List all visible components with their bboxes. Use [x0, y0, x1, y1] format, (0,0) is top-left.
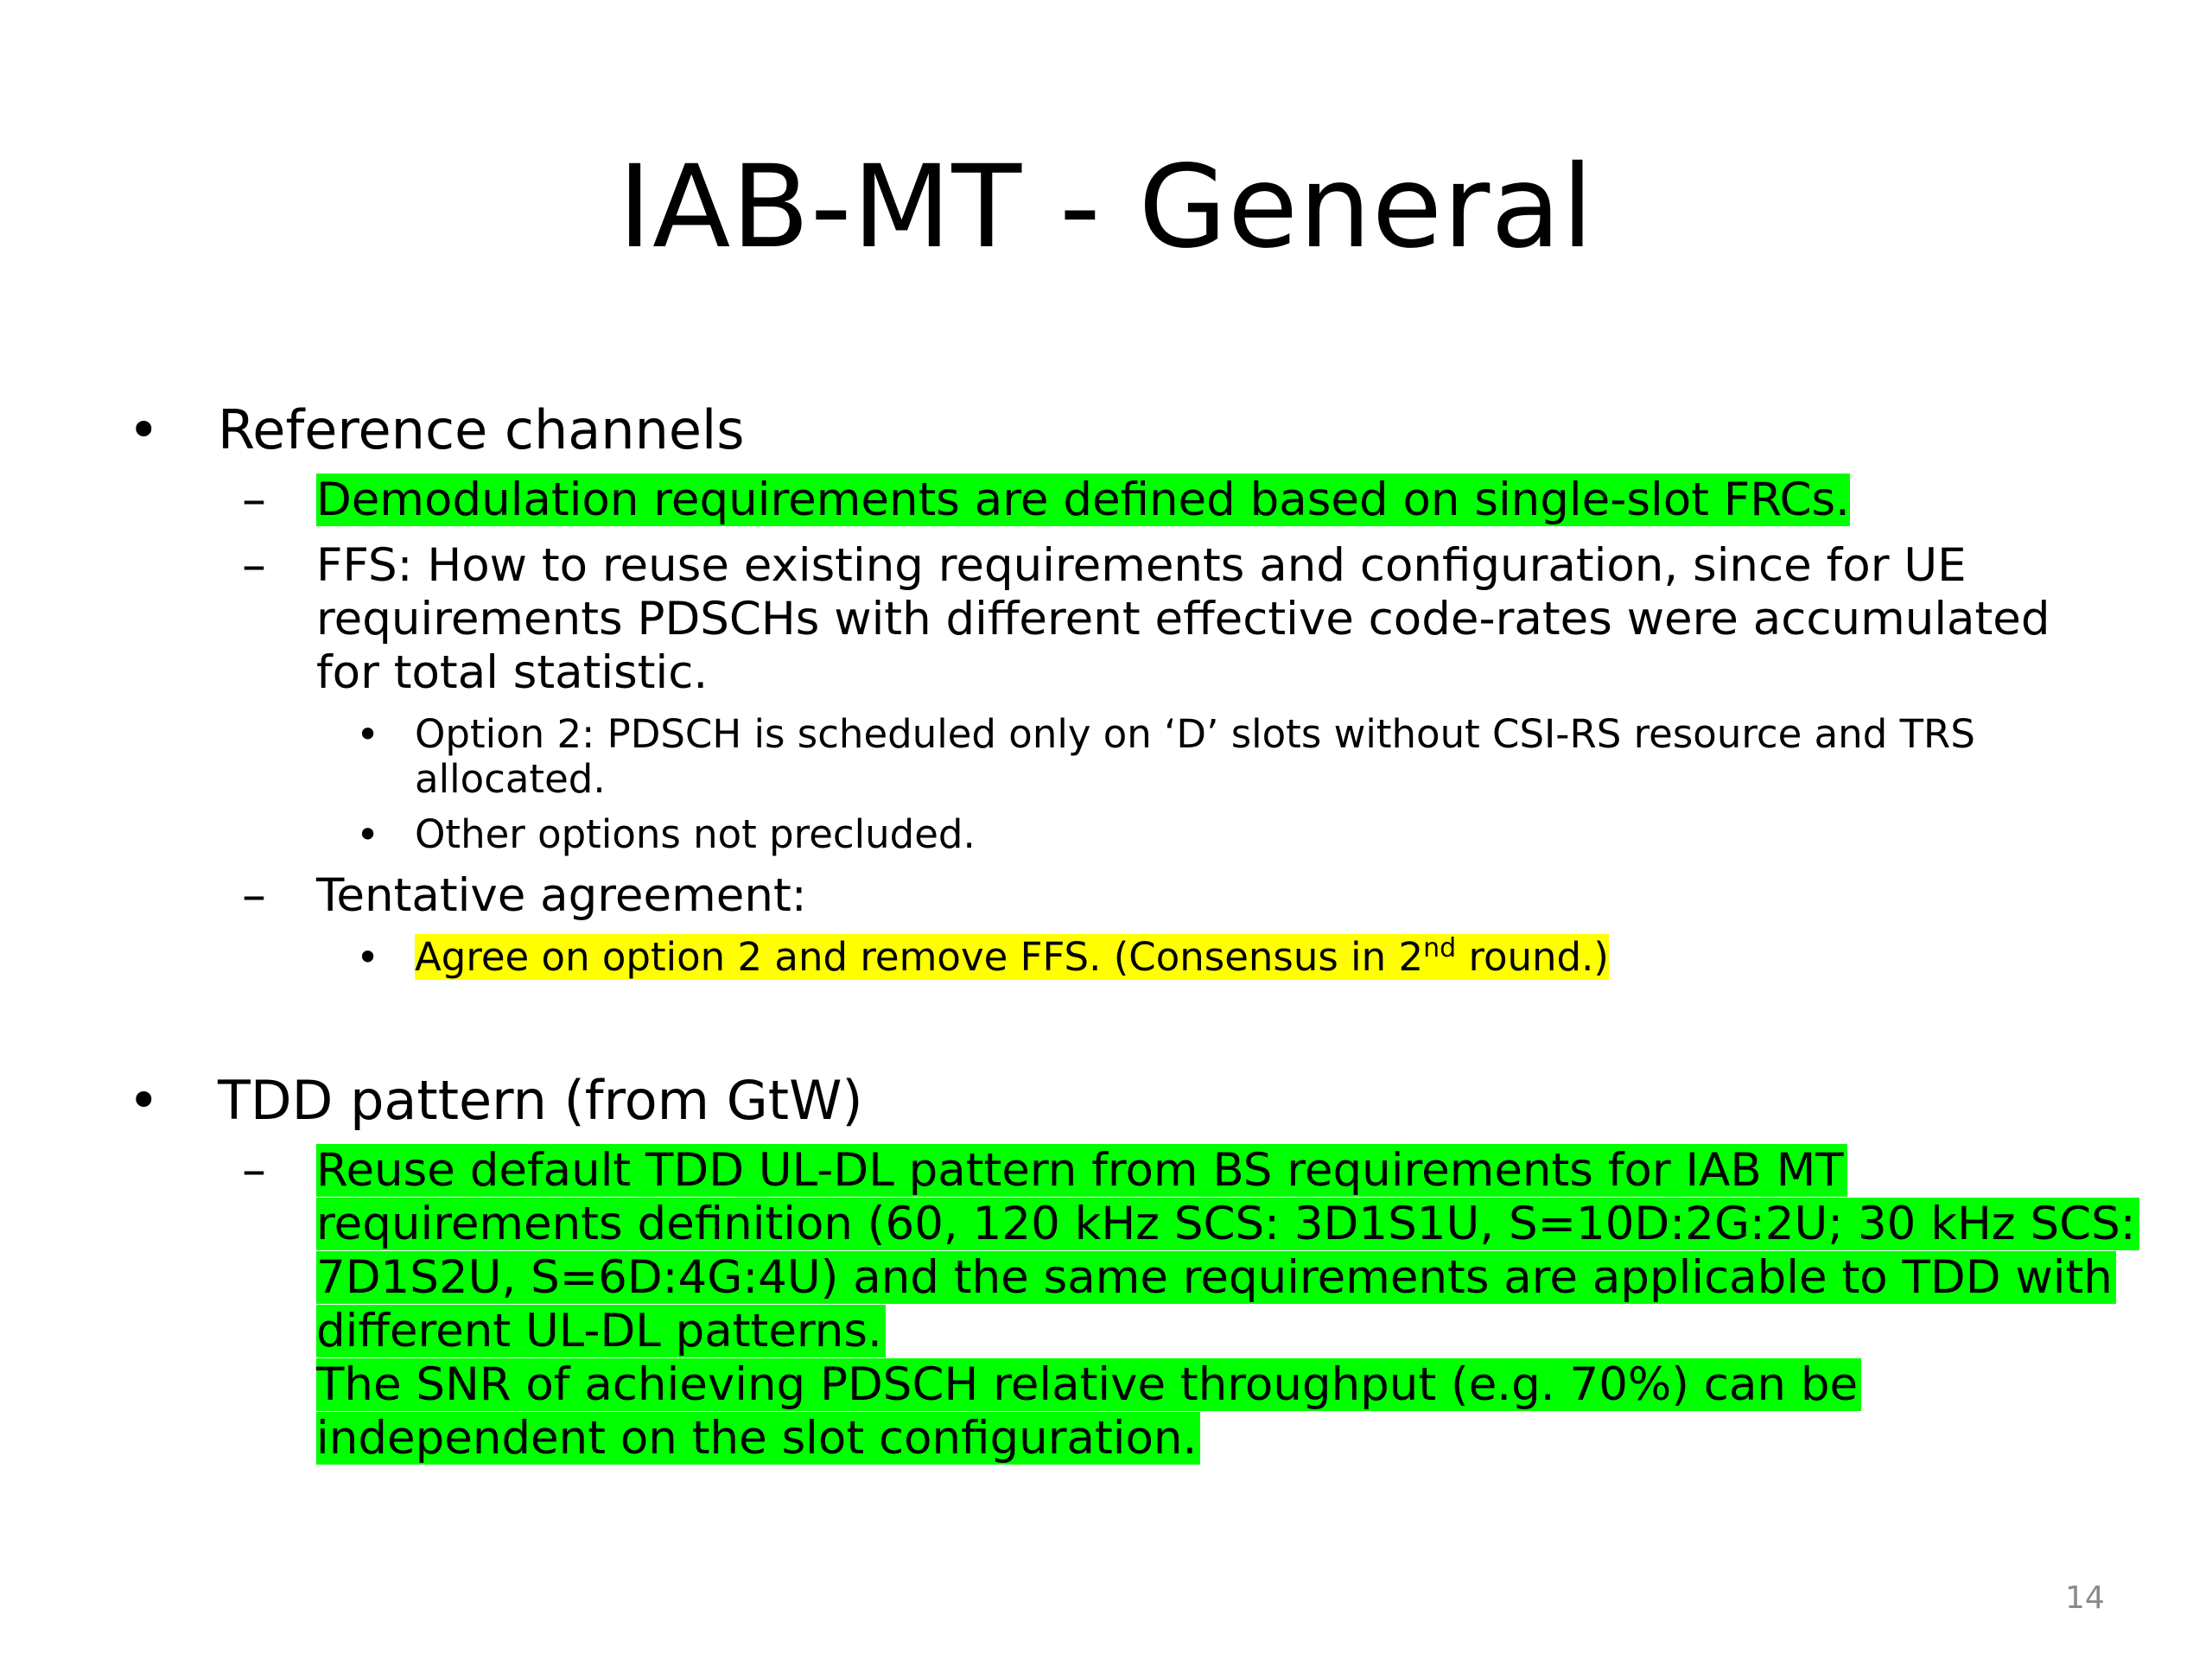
bullet-icon: • [128, 398, 160, 461]
highlighted-agreement: Agree on option 2 and remove FFS. (Consensus in 2nd round.) [415, 933, 1609, 980]
demodulation-requirements-item [316, 474, 1850, 527]
section-heading-tdd-pattern: TDD pattern (from GtW) [218, 1069, 863, 1132]
option2-item [415, 712, 1975, 802]
option2-line: allocated. [415, 756, 606, 802]
bullet-icon: • [356, 711, 380, 758]
bullet-icon: • [356, 811, 380, 858]
highlighted-line: different UL-DL patterns. [316, 1305, 886, 1357]
ffs-item [316, 539, 2050, 700]
dash-icon: – [242, 868, 266, 924]
bullet-icon: • [128, 1069, 160, 1132]
highlighted-line: The SNR of achieving PDSCH relative throughput (e.g. 70%) can be [316, 1358, 1861, 1411]
tentative-agreement-label: Tentative agreement: [316, 869, 807, 922]
other-options-item: Other options not precluded. [415, 811, 976, 857]
tdd-pattern-item [316, 1144, 2139, 1465]
ffs-line: for total statistic. [316, 646, 709, 699]
highlighted-text: Demodulation requirements are defined based on single-slot FRCs. [316, 474, 1850, 526]
section-heading-reference-channels: Reference channels [218, 398, 745, 461]
highlighted-line: Reuse default TDD UL-DL pattern from BS requirements for IAB MT [316, 1144, 1847, 1197]
dash-icon: – [242, 1142, 266, 1198]
slide-title: IAB-MT - General [618, 141, 1594, 274]
highlighted-line: independent on the slot configuration. [316, 1412, 1200, 1465]
agreement-item [415, 935, 1609, 980]
highlighted-line: 7D1S2U, S=6D:4G:4U) and the same requirements are applicable to TDD with [316, 1251, 2116, 1304]
dash-icon: – [242, 472, 266, 528]
page-number: 14 [2065, 1580, 2105, 1616]
bullet-icon: • [356, 934, 380, 981]
ffs-line: FFS: How to reuse existing requirements and configuration, since for UE [316, 539, 1967, 592]
ffs-line: requirements PDSCHs with different effective code-rates were accumulated [316, 593, 2050, 645]
dash-icon: – [242, 537, 266, 594]
highlighted-line: requirements definition (60, 120 kHz SCS: 3D1S1U, S=10D:2G:2U; 30 kHz SCS: [316, 1198, 2139, 1250]
option2-line: Option 2: PDSCH is scheduled only on ‘D’ slots without CSI-RS resource and TRS [415, 711, 1975, 757]
